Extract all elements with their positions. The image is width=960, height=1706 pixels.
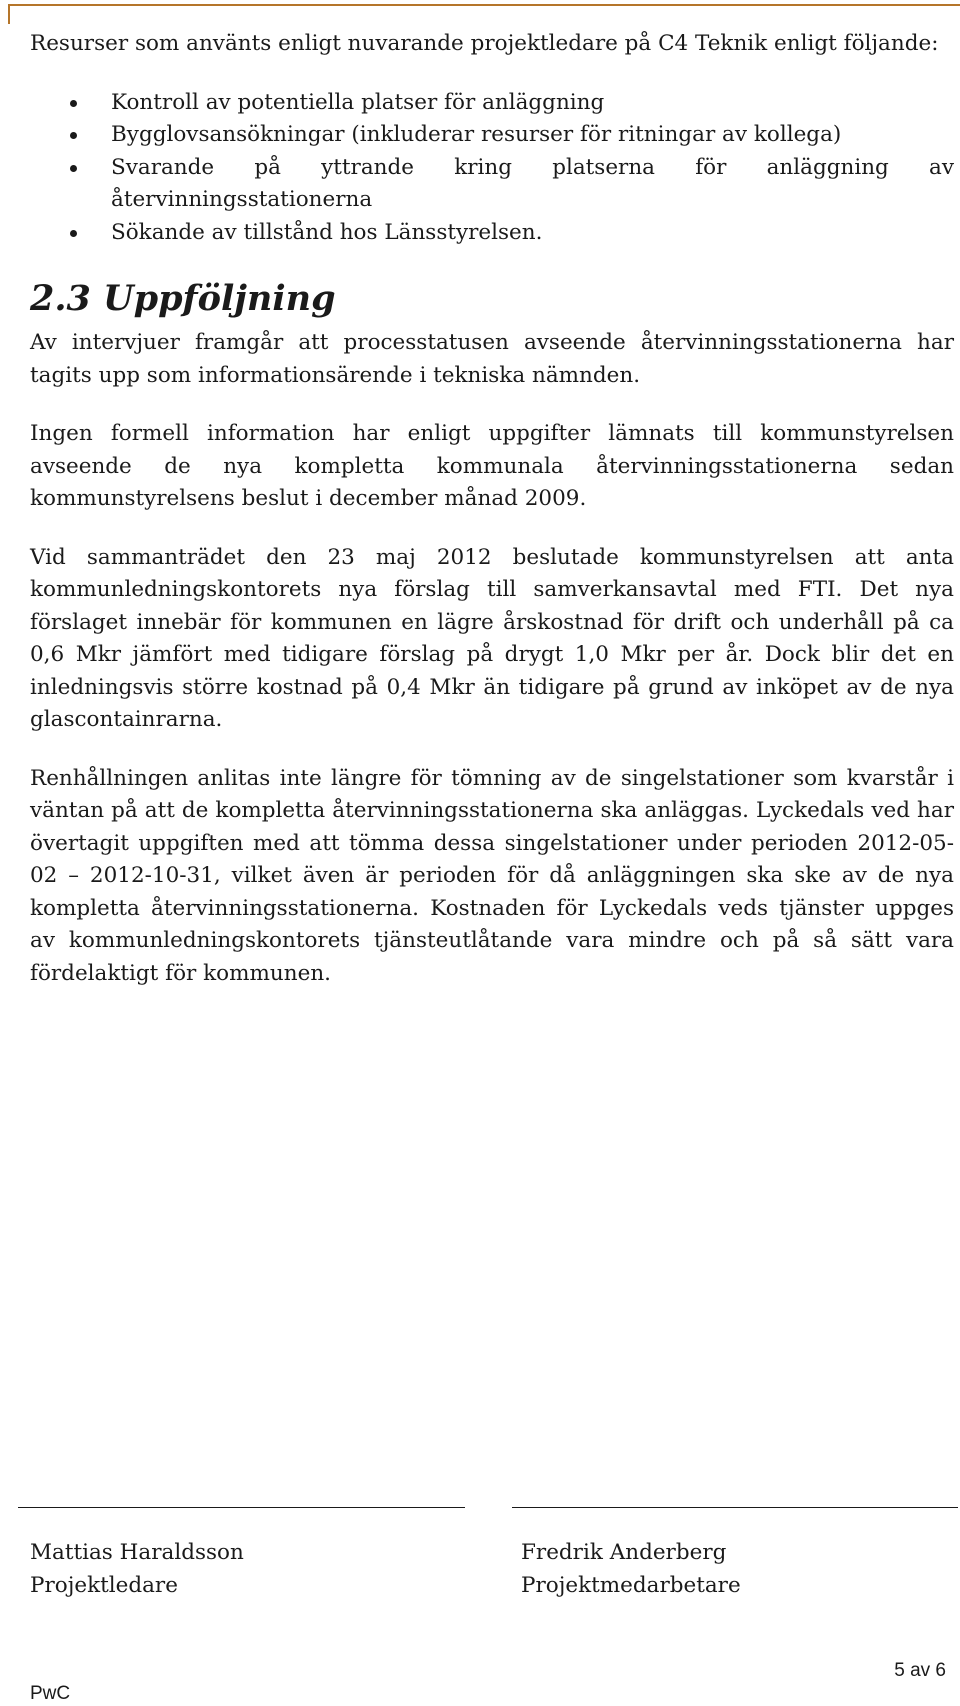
paragraph: Renhållningen anlitas inte längre för tömning av de singelstationer som kvarstår i väntan på att de kompletta återvinningsstationerna ska anläggas. Lyckedals ved har övertagit uppgiften med att tömma dessa singelstationer under perioden 2012-05-02 – 2012-10-31, vilket även är perioden för då anläggningen ska ske av de nya kompletta återvinningsstationerna. Kostnaden för Lyckedals veds tjänster uppges av kommunledningskontorets tjänsteutlåtande vara mindre och på så sätt vara fördelaktigt för kommunen.	[30, 765, 954, 986]
footer-brand: PwC	[30, 1683, 71, 1704]
bullet-item: Kontroll av potentiella platser för anläggning	[30, 87, 954, 120]
signature-block-right	[521, 1537, 741, 1602]
bullet-item-continuation: återvinningsstationerna	[111, 187, 373, 212]
paragraph: Ingen formell information har enligt uppgifter lämnats till kommunstyrelsen avseende de nya kompletta kommunala återvinningsstationerna sedan kommunstyrelsens beslut i december månad 2009.	[30, 421, 954, 511]
header-corner-mark	[8, 4, 960, 24]
signatory-name: Fredrik Anderberg	[521, 1540, 727, 1565]
signature-block-left	[30, 1537, 244, 1602]
bullet-item: Svarande på yttrande kring platserna för anläggning av	[30, 152, 954, 185]
signatory-name: Mattias Haraldsson	[30, 1540, 244, 1565]
document-page	[30, 28, 954, 990]
intro-text: Resurser som använts enligt nuvarande projektledare på C4 Teknik enligt följande:	[30, 31, 939, 56]
bullet-item: Bygglovsansökningar (inkluderar resurser för ritningar av kollega)	[30, 119, 954, 152]
signature-line-right	[512, 1507, 958, 1508]
paragraph: Vid sammanträdet den 23 maj 2012 beslutade kommunstyrelsen att anta kommunledningskontorets nya förslag till samverkansavtal med FTI. Det nya förslaget innebär för kommunen en lägre årskostnad för drift och underhåll på ca 0,6 Mkr jämfört med tidigare förslag på drygt 1,0 Mkr per år. Dock blir det en inledningsvis större kostnad på 0,4 Mkr än tidigare på grund av inköpet av de nya glascontainrarna.	[30, 544, 954, 732]
signature-line-left	[18, 1507, 465, 1508]
page-number: 5 av 6	[894, 1660, 946, 1681]
signatory-role: Projektmedarbetare	[521, 1572, 741, 1598]
paragraph: Av intervjuer framgår att processtatusen avseende återvinningsstationerna har tagits upp som informationsärende i tekniska nämnden.	[30, 330, 954, 388]
section-heading: 2.3 Uppföljning	[30, 278, 336, 319]
bullet-item: Sökande av tillstånd hos Länsstyrelsen.	[30, 217, 954, 250]
signatory-role: Projektledare	[30, 1572, 178, 1598]
resource-bullet-list	[30, 87, 954, 250]
